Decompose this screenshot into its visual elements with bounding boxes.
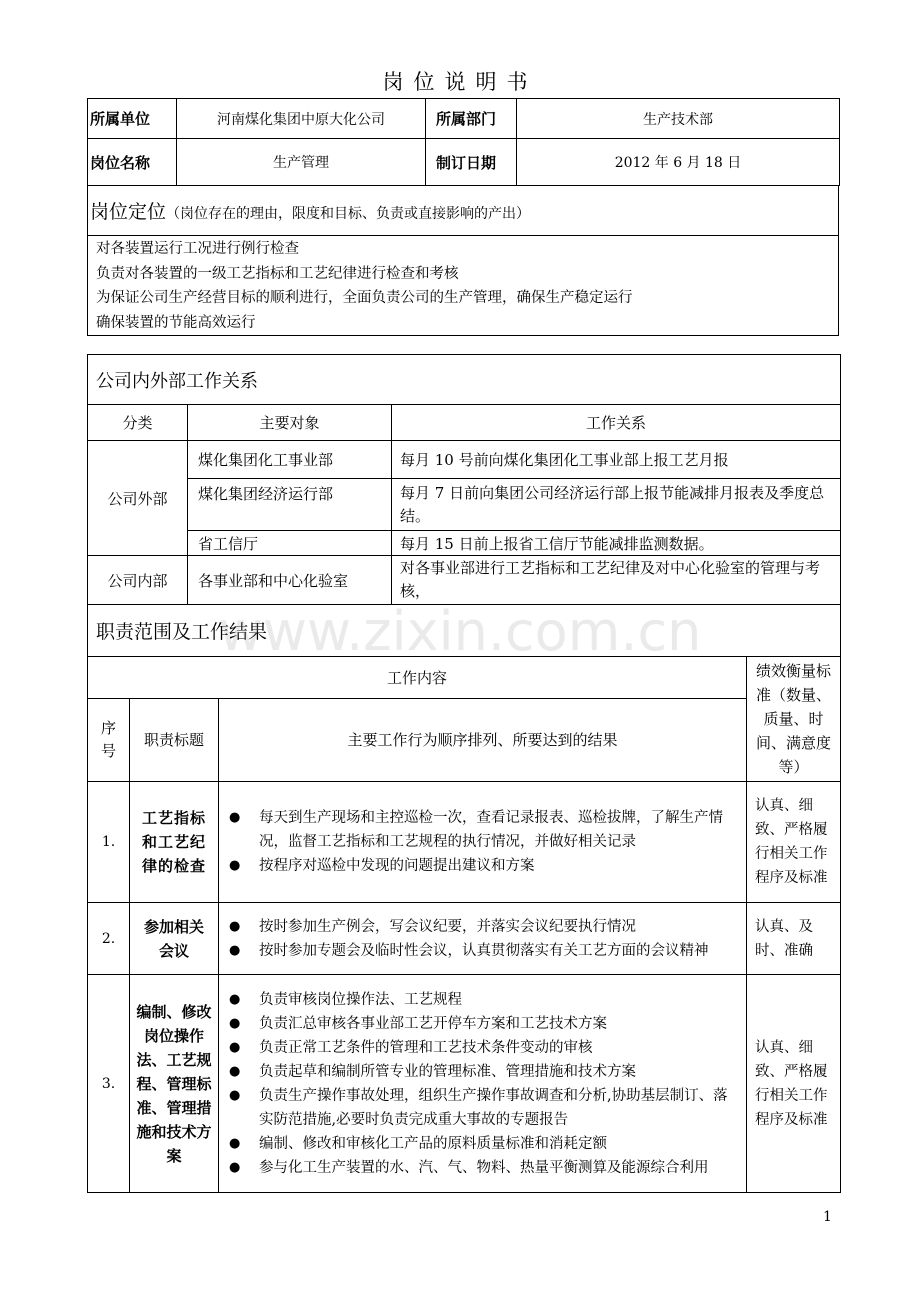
duty-item: ● 负责正常工艺条件的管理和工艺技术条件变动的审核 xyxy=(229,1036,740,1060)
duty-perf: 认真、细致、严格履行相关工作程序及标准 xyxy=(747,782,841,903)
duty-item: ● 负责汇总审核各事业部工艺开停车方案和工艺技术方案 xyxy=(229,1012,740,1036)
duty-no: 3. xyxy=(88,975,130,1193)
internal-label: 公司内部 xyxy=(88,556,188,605)
duties-table xyxy=(87,604,841,1193)
col-relation: 工作关系 xyxy=(392,405,841,441)
positioning-line: 负责对各装置的一级工艺指标和工艺纪律进行检查和考核 xyxy=(96,265,459,282)
header-table xyxy=(87,98,840,186)
duty-item: ● 按时参加专题会及临时性会议，认真贯彻落实有关工艺方面的会议精神 xyxy=(229,939,740,963)
perf-header: 绩效衡量标准（数量、质量、时间、满意度等） xyxy=(747,657,841,782)
relation-object: 煤化集团化工事业部 xyxy=(188,441,392,479)
unit-label: 所属单位 xyxy=(88,99,177,139)
positioning-heading: 岗位定位 xyxy=(90,201,167,223)
duties-heading: 职责范围及工作结果 xyxy=(88,605,841,657)
duty-item: ● 按程序对巡检中发现的问题提出建议和方案 xyxy=(229,854,740,878)
positioning-line: 确保装置的节能高效运行 xyxy=(96,314,256,331)
duty-title: 参加相关会议 xyxy=(130,903,219,975)
post-label: 岗位名称 xyxy=(88,139,177,186)
duty-title: 工艺指标和工艺纪律的检查 xyxy=(130,782,219,903)
dept-label: 所属部门 xyxy=(426,99,517,139)
duty-no: 1. xyxy=(88,782,130,903)
col-object: 主要对象 xyxy=(188,405,392,441)
duty-item: ● 负责审核岗位操作法、工艺规程 xyxy=(229,988,740,1012)
relations-heading: 公司内外部工作关系 xyxy=(88,355,841,405)
relation-object: 煤化集团经济运行部 xyxy=(188,479,392,531)
relation-text: 对各事业部进行工艺指标和工艺纪律及对中心化验室的管理与考核， xyxy=(392,556,841,605)
positioning-lines xyxy=(88,236,839,336)
duty-items xyxy=(219,975,747,1193)
positioning-table xyxy=(87,185,839,336)
relation-object: 省工信厅 xyxy=(188,531,392,556)
duty-item: ● 编制、修改和审核化工产品的原料质量标准和消耗定额 xyxy=(229,1132,740,1156)
duty-item: ● 参与化工生产装置的水、汽、气、物料、热量平衡测算及能源综合利用 xyxy=(229,1156,740,1180)
positioning-heading-cell xyxy=(88,186,839,236)
page-number: 1 xyxy=(823,1209,832,1225)
date-value: 2012 年 6 月 18 日 xyxy=(517,139,840,186)
duty-item: ● 每天到生产现场和主控巡检一次，查看记录报表、巡检拔牌，了解生产情况，监督工艺指标和工艺规程的执行情况，并做好相关记录 xyxy=(229,806,740,854)
relation-text: 每月 10 号前向煤化集团化工事业部上报工艺月报 xyxy=(392,441,841,479)
post-value: 生产管理 xyxy=(177,139,426,186)
relation-text: 每月 15 日前上报省工信厅节能减排监测数据。 xyxy=(392,531,841,556)
duty-item: ● 负责起草和编制所管专业的管理标准、管理措施和技术方案 xyxy=(229,1060,740,1084)
duty-title: 编制、修改岗位操作法、工艺规程、管理标准、管理措施和技术方案 xyxy=(130,975,219,1193)
duty-perf: 认真、细致、严格履行相关工作程序及标准 xyxy=(747,975,841,1193)
col-category: 分类 xyxy=(88,405,188,441)
duty-row xyxy=(88,782,841,903)
duty-perf: 认真、及时、准确 xyxy=(747,903,841,975)
unit-value: 河南煤化集团中原大化公司 xyxy=(177,99,426,139)
duty-item: ● 按时参加生产例会，写会议纪要，并落实会议纪要执行情况 xyxy=(229,915,740,939)
duty-row xyxy=(88,903,841,975)
date-label: 制订日期 xyxy=(426,139,517,186)
relations-table xyxy=(87,354,841,605)
duty-items xyxy=(219,782,747,903)
watermark: www.zixin.com.cn xyxy=(218,600,702,663)
col-title: 职责标题 xyxy=(130,698,219,781)
positioning-line: 对各装置运行工况进行例行检查 xyxy=(96,241,299,257)
duty-row xyxy=(88,975,841,1193)
relation-object: 各事业部和中心化验室 xyxy=(188,556,392,605)
col-main: 主要工作行为顺序排列、所要达到的结果 xyxy=(219,698,747,781)
duty-items xyxy=(219,903,747,975)
dept-value: 生产技术部 xyxy=(517,99,840,139)
document-title: 岗位说明书 xyxy=(382,70,538,94)
relation-text: 每月 7 日前向集团公司经济运行部上报节能减排月报表及季度总结。 xyxy=(392,479,841,531)
external-label: 公司外部 xyxy=(88,441,188,556)
col-no: 序号 xyxy=(88,698,130,781)
duty-item: ● 负责生产操作事故处理，组织生产操作事故调查和分析,协助基层制订、落实防范措施,必要时负责完成重大事故的专题报告 xyxy=(229,1084,740,1132)
work-content-header: 工作内容 xyxy=(88,657,747,699)
positioning-line: 为保证公司生产经营目标的顺利进行，全面负责公司的生产管理，确保生产稳定运行 xyxy=(96,290,633,306)
duty-no: 2. xyxy=(88,903,130,975)
positioning-subheading: （岗位存在的理由，限度和目标、负责或直接影响的产出） xyxy=(166,206,531,222)
